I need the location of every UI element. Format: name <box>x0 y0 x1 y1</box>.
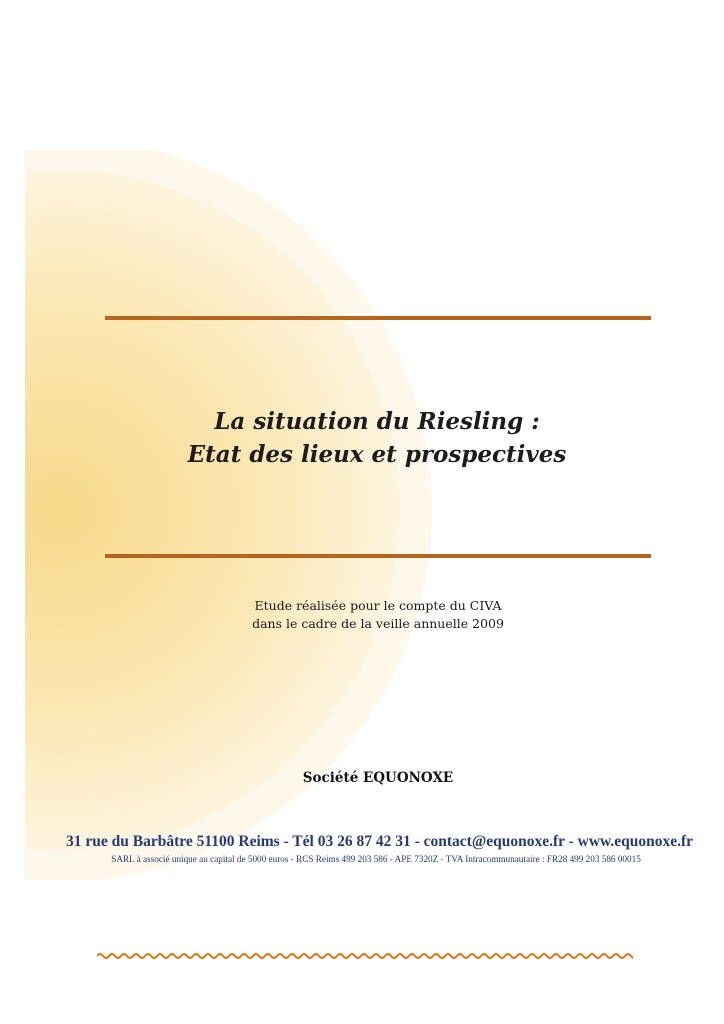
company-name: Société EQUONOXE <box>302 770 454 786</box>
footer-legal-line: SARL à associé unique au capital de 5000 euros - RCS Reims 499 203 586 - APE 7320Z - TVA Intracommunautaire : FR28 499 203 586 00015 <box>111 854 641 864</box>
study-description <box>100 597 656 633</box>
bottom-divider-rule <box>105 554 651 558</box>
title-line-1: La situation du Riesling : <box>214 408 540 435</box>
decorative-wave-line <box>97 949 633 963</box>
title-line-2: Etat des lieux et prospectives <box>187 441 567 468</box>
top-divider-rule <box>105 316 651 320</box>
study-line-1: Etude réalisée pour le compte du CIVA <box>254 598 502 613</box>
document-title <box>60 405 694 471</box>
footer-contact-line: 31 rue du Barbâtre 51100 Reims - Tél 03 26 87 42 31 - contact@equonoxe.fr - www.equonoxe.fr <box>66 833 694 850</box>
left-page-margin <box>0 0 25 1024</box>
study-line-2: dans le cadre de la veille annuelle 2009 <box>252 616 504 631</box>
